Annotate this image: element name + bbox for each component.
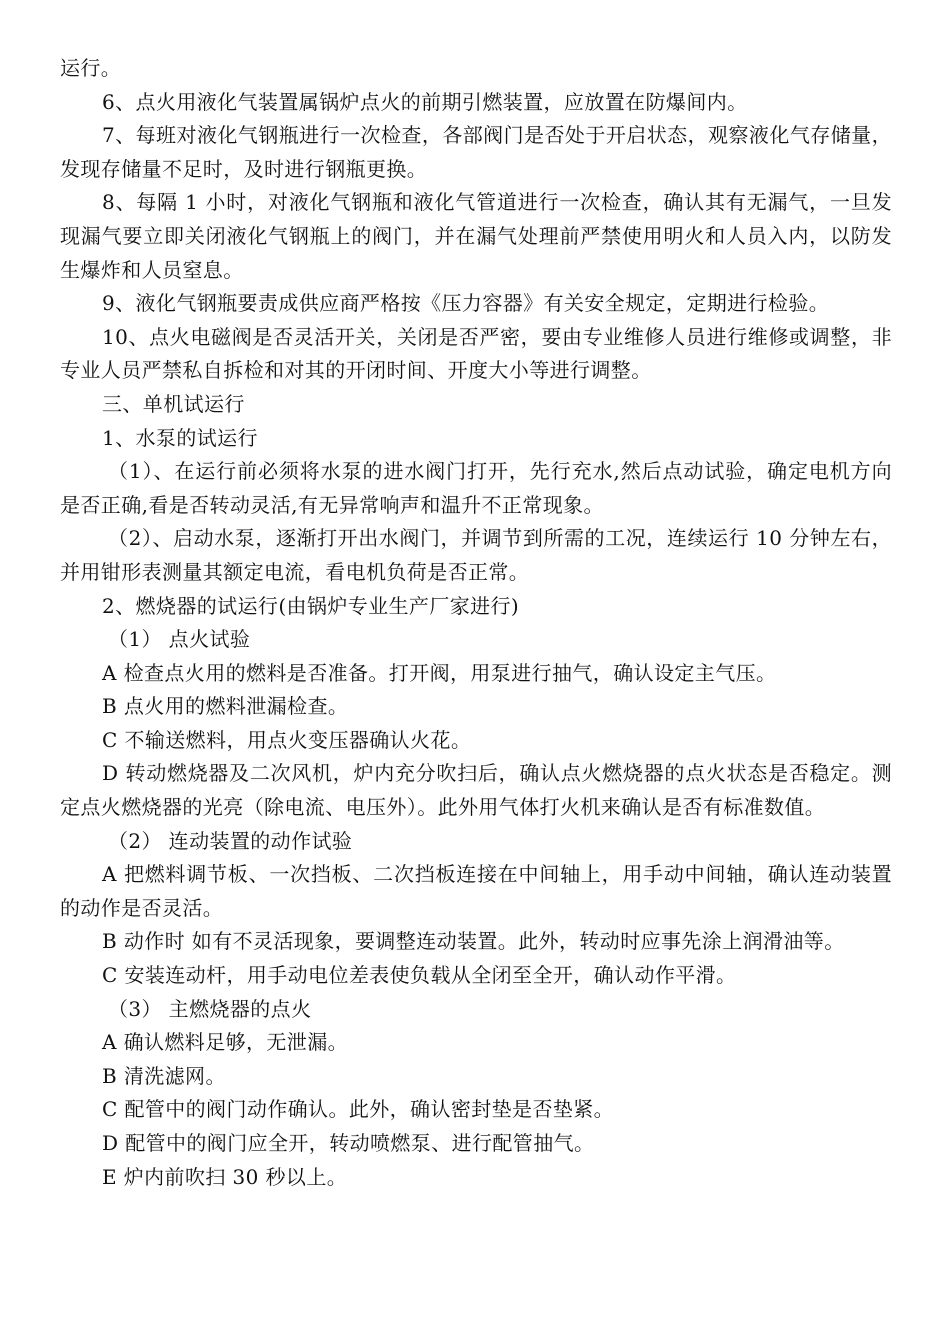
paragraph-item-9: 9、液化气钢瓶要责成供应商严格按《压力容器》有关安全规定，定期进行检验。 [102, 291, 830, 316]
list-item-ignition-b: B 点火用的燃料泄漏检查。 [102, 694, 349, 719]
paragraph-item-6: 6、点火用液化气装置属锅炉点火的前期引燃装置，应放置在防爆间内。 [102, 89, 748, 114]
paragraph-item-7: 7、每班对液化气钢瓶进行一次检查，各部阀门是否处于开启状态，观察液化气存储量，发现存储量不足时，及时进行钢瓶更换。 [60, 123, 892, 181]
list-item-main-c: C 配管中的阀门动作确认。此外，确认密封垫是否垫紧。 [102, 1097, 615, 1122]
list-item-main-a: A 确认燃料足够，无泄漏。 [102, 1030, 349, 1055]
list-item-ignition-a: A 检查点火用的燃料是否准备。打开阀，用泵进行抽气，确认设定主气压。 [102, 660, 777, 685]
list-item-main-e: E 炉内前吹扫 30 秒以上。 [102, 1164, 348, 1189]
paragraph-item-8: 8、每隔 1 小时，对液化气钢瓶和液化气管道进行一次检查，确认其有无漏气，一旦发现漏气要立即关闭液化气钢瓶上的阀门，并在漏气处理前严禁使用明火和人员入内，以防发生爆炸和人员窒息。 [60, 190, 892, 282]
paragraph-pump-step-2: （2）、启动水泵，逐渐打开出水阀门，并调节到所需的工况，连续运行 10 分钟左右，并用钳形表测量其额定电流，看电机负荷是否正常。 [60, 526, 892, 584]
subheading-main-burner: （3） 主燃烧器的点火 [108, 996, 312, 1021]
paragraph-item-10: 10、点火电磁阀是否灵活开关，关闭是否严密，要由专业维修人员进行维修或调整，非专业人员严禁私自拆检和对其的开闭时间、开度大小等进行调整。 [60, 324, 892, 383]
subheading-ignition-test: （1） 点火试验 [108, 627, 251, 652]
list-item-linkage-b: B 动作时 如有不灵活现象，要调整连动装置。此外，转动时应事先涂上润滑油等。 [102, 929, 845, 954]
list-item-main-d: D 配管中的阀门应全开，转动喷燃泵、进行配管抽气。 [102, 1131, 595, 1155]
paragraph-pump-step-1: （1）、在运行前必须将水泵的进水阀门打开，先行充水,然后点动试验，确定电机方向是否正确,看是否转动灵活,有无异常响声和温升不正常现象。 [60, 459, 892, 517]
list-item-linkage-a: A 把燃料调节板、一次挡板、二次挡板连接在中间轴上，用手动中间轴，确认连动装置的动作是否灵活。 [60, 862, 892, 920]
subheading-linkage-test: （2） 连动装置的动作试验 [108, 828, 353, 853]
section-heading-3: 三、单机试运行 [102, 391, 245, 416]
list-item-ignition-c: C 不输送燃料，用点火变压器确认火花。 [102, 727, 472, 752]
paragraph-continuation: 运行。 [60, 56, 122, 80]
subsection-heading-pump: 1、水泵的试运行 [102, 425, 258, 450]
subsection-heading-burner: 2、燃烧器的试运行(由锅炉专业生产厂家进行) [102, 593, 520, 618]
list-item-linkage-c: C 安装连动杆，用手动电位差表使负载从全闭至全开，确认动作平滑。 [102, 963, 737, 988]
list-item-ignition-d: D 转动燃烧器及二次风机，炉内充分吹扫后，确认点火燃烧器的点火状态是否稳定。测定点火燃烧器的光亮（除电流、电压外）。此外用气体打火机来确认是否有标准数值。 [60, 761, 892, 820]
list-item-main-b: B 清洗滤网。 [102, 1063, 226, 1088]
